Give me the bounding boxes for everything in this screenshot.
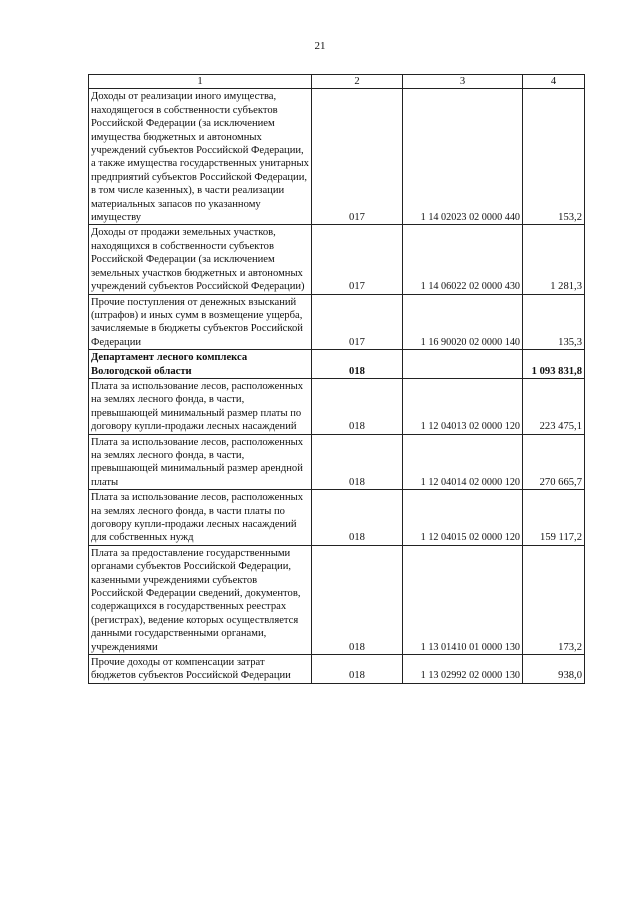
row-amount: 153,2	[523, 89, 585, 225]
table-row	[89, 655, 585, 684]
row-amount: 1 281,3	[523, 225, 585, 294]
row-description: Плата за использование лесов, расположенных на землях лесного фонда, в части, превышающей минимальный размер арендной платы	[89, 434, 312, 490]
table-row	[89, 490, 585, 546]
row-classification-code: 1 16 90020 02 0000 140	[403, 294, 523, 350]
revenue-table	[88, 74, 585, 684]
table-row	[89, 225, 585, 294]
row-description: Плата за предоставление государственными органами субъектов Российской Федерации, казенными учреждениями субъектов Российской Федерации сведений, документов, содержащихся в государственных реестрах (регистрах), ведение которых осуществляется данными государственными органами, учреждениями	[89, 545, 312, 654]
row-amount: 159 117,2	[523, 490, 585, 546]
table-body	[89, 89, 585, 683]
header-col-3: 3	[403, 75, 523, 89]
table-row	[89, 294, 585, 350]
row-description: Доходы от реализации иного имущества, находящегося в собственности субъектов Российской Федерации (за исключением имущества бюджетных и автономных учреждений субъектов Российской Федерации, а также имущества государственных унитарных предприятий субъектов Российской Федерации, в том числе казенных), в части реализации материальных запасов по указанному имуществу	[89, 89, 312, 225]
row-admin-code: 018	[312, 350, 403, 379]
row-description: Департамент лесного комплекса Вологодской области	[89, 350, 312, 379]
row-classification-code: 1 13 01410 01 0000 130	[403, 545, 523, 654]
row-description: Прочие поступления от денежных взысканий (штрафов) и иных сумм в возмещение ущерба, зачисляемые в бюджеты субъектов Российской Федерации	[89, 294, 312, 350]
row-admin-code: 017	[312, 89, 403, 225]
row-description: Прочие доходы от компенсации затрат бюджетов субъектов Российской Федерации	[89, 655, 312, 684]
row-classification-code: 1 14 06022 02 0000 430	[403, 225, 523, 294]
row-classification-code: 1 12 04015 02 0000 120	[403, 490, 523, 546]
header-col-1: 1	[89, 75, 312, 89]
row-admin-code: 018	[312, 378, 403, 434]
row-classification-code: 1 12 04014 02 0000 120	[403, 434, 523, 490]
row-amount: 938,0	[523, 655, 585, 684]
header-col-4: 4	[523, 75, 585, 89]
row-amount: 173,2	[523, 545, 585, 654]
row-description: Плата за использование лесов, расположенных на землях лесного фонда, в части платы по договору купли-продажи лесных насаждений для собственных нужд	[89, 490, 312, 546]
row-amount: 1 093 831,8	[523, 350, 585, 379]
row-admin-code: 018	[312, 545, 403, 654]
header-col-2: 2	[312, 75, 403, 89]
row-amount: 135,3	[523, 294, 585, 350]
table-row	[89, 545, 585, 654]
row-admin-code: 018	[312, 434, 403, 490]
row-description: Доходы от продажи земельных участков, находящихся в собственности субъектов Российской Федерации (за исключением земельных участков бюджетных и автономных учреждений субъектов Российской Федерации)	[89, 225, 312, 294]
table-row	[89, 378, 585, 434]
row-classification-code: 1 13 02992 02 0000 130	[403, 655, 523, 684]
row-admin-code: 018	[312, 490, 403, 546]
table-header-row	[89, 75, 585, 89]
row-description: Плата за использование лесов, расположенных на землях лесного фонда, в части, превышающей минимальный размер платы по договору купли-продажи лесных насаждений	[89, 378, 312, 434]
row-classification-code: 1 14 02023 02 0000 440	[403, 89, 523, 225]
table-row	[89, 89, 585, 225]
row-classification-code: 1 12 04013 02 0000 120	[403, 378, 523, 434]
row-admin-code: 017	[312, 225, 403, 294]
row-amount: 270 665,7	[523, 434, 585, 490]
page-number: 21	[314, 40, 326, 52]
row-admin-code: 017	[312, 294, 403, 350]
table-row	[89, 434, 585, 490]
row-amount: 223 475,1	[523, 378, 585, 434]
row-classification-code	[403, 350, 523, 379]
table-row-section	[89, 350, 585, 379]
row-admin-code: 018	[312, 655, 403, 684]
